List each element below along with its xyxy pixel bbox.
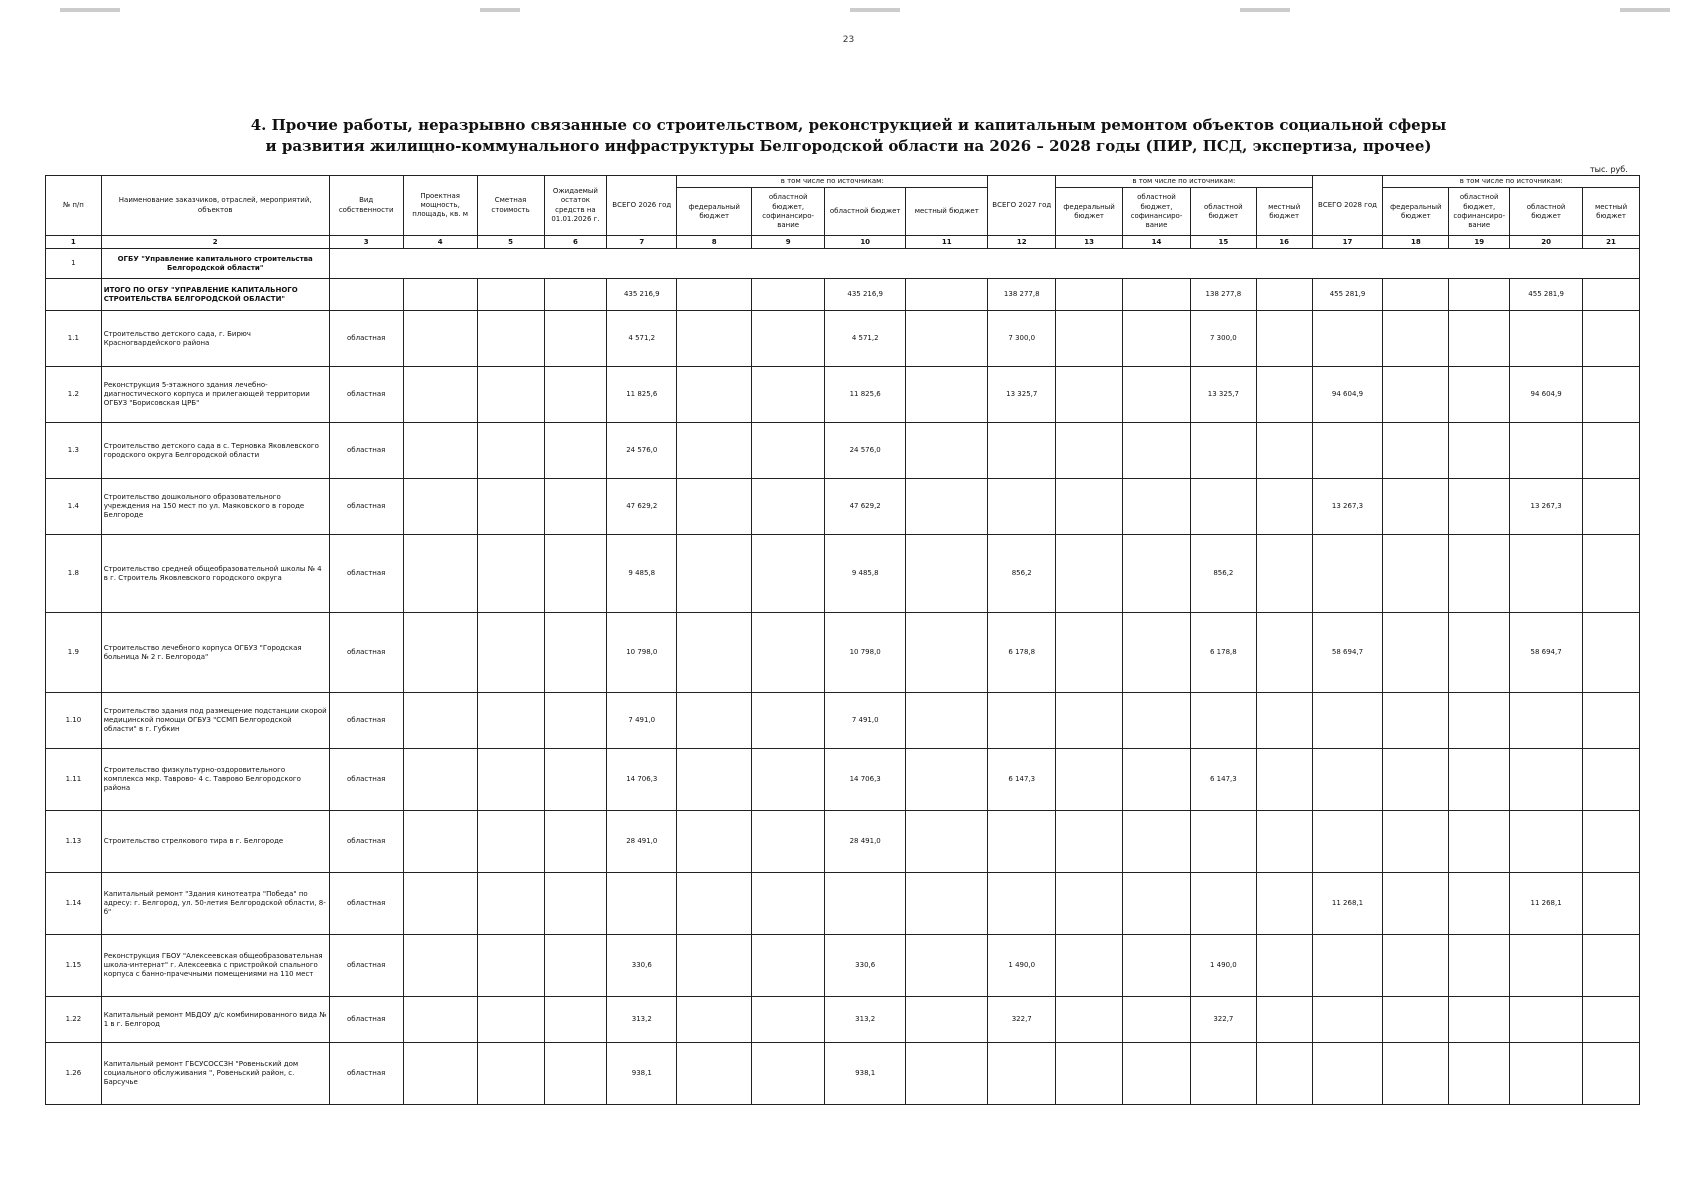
budget-table	[45, 175, 1640, 1105]
row-num: 1.3	[46, 423, 102, 479]
row-regional-2027: 1 490,0	[1190, 935, 1256, 997]
row-total-2027	[988, 1043, 1056, 1105]
header-regional: областной бюджет	[1190, 188, 1256, 236]
column-number: 20	[1510, 236, 1583, 249]
header-total-2026: ВСЕГО 2026 год	[607, 176, 677, 236]
row-total-2028	[1312, 423, 1383, 479]
row-regional-2027: 856,2	[1190, 535, 1256, 613]
row-regional-2027	[1190, 423, 1256, 479]
column-number: 15	[1190, 236, 1256, 249]
column-number: 9	[752, 236, 825, 249]
section-name: ОГБУ "Управление капитального строительства Белгородской области"	[101, 249, 329, 279]
row-total-2028	[1312, 311, 1383, 367]
header-sources-2028: в том числе по источникам:	[1383, 176, 1640, 188]
title-line-1: 4. Прочие работы, неразрывно связанные со строительством, реконструкцией и капитальным ремонтом объектов социальной сферы	[250, 116, 1447, 134]
table-row	[46, 535, 1640, 613]
row-ownership: областная	[329, 1043, 403, 1105]
row-regional-2028	[1510, 423, 1583, 479]
column-number: 10	[825, 236, 906, 249]
column-number: 14	[1123, 236, 1191, 249]
table-row	[46, 997, 1640, 1043]
header-federal: федеральный бюджет	[1056, 188, 1123, 236]
row-total-2027: 322,7	[988, 997, 1056, 1043]
header-regional-cofin: областной бюджет, софинансиро-вание	[752, 188, 825, 236]
header-estimate: Сметная стоимость	[477, 176, 544, 236]
row-num: 1.26	[46, 1043, 102, 1105]
table-row	[46, 693, 1640, 749]
total-name: ИТОГО ПО ОГБУ "УПРАВЛЕНИЕ КАПИТАЛЬНОГО СТРОИТЕЛЬСТВА БЕЛГОРОДСКОЙ ОБЛАСТИ"	[101, 279, 329, 311]
column-number: 11	[906, 236, 988, 249]
row-total-2028	[1312, 811, 1383, 873]
table-row	[46, 1043, 1640, 1105]
header-regional: областной бюджет	[825, 188, 906, 236]
total-regional-2026: 435 216,9	[825, 279, 906, 311]
row-num: 1.15	[46, 935, 102, 997]
row-regional-2027: 7 300,0	[1190, 311, 1256, 367]
row-name: Капитальный ремонт ГБСУСОССЗН "Ровеньский дом социального обслуживания ", Ровеньский район, с. Барсучье	[101, 1043, 329, 1105]
row-ownership: областная	[329, 423, 403, 479]
row-ownership: областная	[329, 749, 403, 811]
page-title	[0, 115, 1697, 157]
total-2027: 138 277,8	[988, 279, 1056, 311]
row-regional-2028	[1510, 311, 1583, 367]
units-label: тыс. руб.	[1590, 165, 1628, 174]
column-number: 12	[988, 236, 1056, 249]
column-number: 4	[403, 236, 477, 249]
header-local: местный бюджет	[906, 188, 988, 236]
row-ownership: областная	[329, 613, 403, 693]
row-num: 1.14	[46, 873, 102, 935]
row-ownership: областная	[329, 693, 403, 749]
column-number: 16	[1256, 236, 1312, 249]
row-total-2027	[988, 693, 1056, 749]
row-regional-2026	[825, 873, 906, 935]
total-2028: 455 281,9	[1312, 279, 1383, 311]
row-name: Строительство стрелкового тира в г. Белгороде	[101, 811, 329, 873]
row-ownership: областная	[329, 479, 403, 535]
row-total-2026: 330,6	[607, 935, 677, 997]
header-ownership: Вид собственности	[329, 176, 403, 236]
section-row	[46, 249, 1640, 279]
row-regional-2028: 94 604,9	[1510, 367, 1583, 423]
column-number: 21	[1583, 236, 1640, 249]
row-regional-2027: 322,7	[1190, 997, 1256, 1043]
row-total-2028	[1312, 935, 1383, 997]
row-regional-2027	[1190, 479, 1256, 535]
total-2026: 435 216,9	[607, 279, 677, 311]
row-regional-2026: 938,1	[825, 1043, 906, 1105]
row-name: Капитальный ремонт МБДОУ д/с комбинированного вида № 1 в г. Белгород	[101, 997, 329, 1043]
header-local: местный бюджет	[1583, 188, 1640, 236]
column-number: 8	[677, 236, 752, 249]
row-total-2027	[988, 873, 1056, 935]
row-regional-2027	[1190, 873, 1256, 935]
row-regional-2026: 47 629,2	[825, 479, 906, 535]
row-name: Строительство детского сада, г. Бирюч Красногвардейского района	[101, 311, 329, 367]
row-total-2026: 14 706,3	[607, 749, 677, 811]
row-regional-2026: 7 491,0	[825, 693, 906, 749]
row-total-2027: 6 147,3	[988, 749, 1056, 811]
row-total-2026	[607, 873, 677, 935]
column-number: 18	[1383, 236, 1449, 249]
row-regional-2027	[1190, 811, 1256, 873]
row-ownership: областная	[329, 811, 403, 873]
column-number: 19	[1449, 236, 1510, 249]
header-capacity: Проектная мощность, площадь, кв. м	[403, 176, 477, 236]
row-regional-2028	[1510, 1043, 1583, 1105]
row-regional-2028	[1510, 749, 1583, 811]
row-total-2028: 13 267,3	[1312, 479, 1383, 535]
row-regional-2026: 313,2	[825, 997, 906, 1043]
total-row	[46, 279, 1640, 311]
row-regional-2026: 11 825,6	[825, 367, 906, 423]
header-total-2027: ВСЕГО 2027 год	[988, 176, 1056, 236]
table-row	[46, 811, 1640, 873]
column-number: 2	[101, 236, 329, 249]
header-total-2028: ВСЕГО 2028 год	[1312, 176, 1383, 236]
header-sources-2026: в том числе по источникам:	[677, 176, 988, 188]
header-regional: областной бюджет	[1510, 188, 1583, 236]
row-name: Реконструкция 5-этажного здания лечебно-диагностического корпуса и прилегающей территории ОГБУЗ "Борисовская ЦРБ"	[101, 367, 329, 423]
row-regional-2028: 11 268,1	[1510, 873, 1583, 935]
total-regional-2027: 138 277,8	[1190, 279, 1256, 311]
header-sources-2027: в том числе по источникам:	[1056, 176, 1312, 188]
column-number: 7	[607, 236, 677, 249]
table-row	[46, 613, 1640, 693]
row-ownership: областная	[329, 311, 403, 367]
row-ownership: областная	[329, 935, 403, 997]
row-total-2026: 9 485,8	[607, 535, 677, 613]
header-name: Наименование заказчиков, отраслей, мероприятий, объектов	[101, 176, 329, 236]
row-num: 1.4	[46, 479, 102, 535]
row-total-2027: 6 178,8	[988, 613, 1056, 693]
row-name: Капитальный ремонт "Здания кинотеатра "Победа" по адресу: г. Белгород, ул. 50-летия Белгородской области, 8-б"	[101, 873, 329, 935]
row-regional-2027	[1190, 1043, 1256, 1105]
page-number: 23	[842, 35, 855, 45]
table-header	[46, 176, 1640, 249]
header-federal: федеральный бюджет	[1383, 188, 1449, 236]
row-regional-2026: 10 798,0	[825, 613, 906, 693]
header-regional-cofin: областной бюджет, софинансиро-вание	[1123, 188, 1191, 236]
row-total-2027: 856,2	[988, 535, 1056, 613]
row-regional-2028	[1510, 811, 1583, 873]
row-num: 1.10	[46, 693, 102, 749]
row-total-2027	[988, 811, 1056, 873]
header-federal: федеральный бюджет	[677, 188, 752, 236]
row-regional-2027: 13 325,7	[1190, 367, 1256, 423]
row-ownership: областная	[329, 367, 403, 423]
header-num: № п/п	[46, 176, 102, 236]
column-number: 17	[1312, 236, 1383, 249]
row-regional-2026: 28 491,0	[825, 811, 906, 873]
row-total-2026: 11 825,6	[607, 367, 677, 423]
table-row	[46, 749, 1640, 811]
title-line-2: и развития жилищно-коммунального инфраструктуры Белгородской области на 2026 – 2028 годы (ПИР, ПСД, экспертиза, прочее)	[265, 137, 1432, 155]
row-total-2028	[1312, 1043, 1383, 1105]
row-total-2026: 313,2	[607, 997, 677, 1043]
table-row	[46, 935, 1640, 997]
table-body	[46, 249, 1640, 1105]
column-number: 5	[477, 236, 544, 249]
row-total-2026: 28 491,0	[607, 811, 677, 873]
header-local: местный бюджет	[1256, 188, 1312, 236]
header-remainder: Ожидаемый остаток средств на 01.01.2026 г.	[544, 176, 607, 236]
row-regional-2027	[1190, 693, 1256, 749]
row-total-2027: 7 300,0	[988, 311, 1056, 367]
row-total-2026: 938,1	[607, 1043, 677, 1105]
row-num: 1.9	[46, 613, 102, 693]
row-total-2028: 58 694,7	[1312, 613, 1383, 693]
table-row	[46, 367, 1640, 423]
row-name: Строительство здания под размещение подстанции скорой медицинской помощи ОГБУЗ "ССМП Белгородской области" в г. Губкин	[101, 693, 329, 749]
row-name: Строительство средней общеобразовательной школы № 4 в г. Строитель Яковлевского городского округа	[101, 535, 329, 613]
row-total-2028	[1312, 535, 1383, 613]
row-num: 1.8	[46, 535, 102, 613]
row-total-2027: 1 490,0	[988, 935, 1056, 997]
row-total-2028: 11 268,1	[1312, 873, 1383, 935]
row-num: 1.2	[46, 367, 102, 423]
row-regional-2028	[1510, 935, 1583, 997]
row-total-2026: 10 798,0	[607, 613, 677, 693]
row-total-2026: 47 629,2	[607, 479, 677, 535]
row-name: Строительство дошкольного образовательного учреждения на 150 мест по ул. Маяковского в городе Белгороде	[101, 479, 329, 535]
column-number: 13	[1056, 236, 1123, 249]
row-total-2028	[1312, 749, 1383, 811]
row-total-2027	[988, 479, 1056, 535]
row-name: Строительство физкультурно-оздоровительного комплекса мкр. Таврово- 4 с. Таврово Белгородского района	[101, 749, 329, 811]
row-regional-2026: 330,6	[825, 935, 906, 997]
row-regional-2026: 14 706,3	[825, 749, 906, 811]
table-row	[46, 479, 1640, 535]
column-number: 1	[46, 236, 102, 249]
table-row	[46, 311, 1640, 367]
table-row	[46, 423, 1640, 479]
row-total-2026: 4 571,2	[607, 311, 677, 367]
total-regional-2028: 455 281,9	[1510, 279, 1583, 311]
row-total-2026: 7 491,0	[607, 693, 677, 749]
column-number: 3	[329, 236, 403, 249]
row-total-2027	[988, 423, 1056, 479]
row-total-2028	[1312, 693, 1383, 749]
row-num: 1.1	[46, 311, 102, 367]
row-regional-2027: 6 178,8	[1190, 613, 1256, 693]
row-ownership: областная	[329, 997, 403, 1043]
row-ownership: областная	[329, 873, 403, 935]
row-total-2028	[1312, 997, 1383, 1043]
row-regional-2028: 58 694,7	[1510, 613, 1583, 693]
row-name: Строительство детского сада в с. Терновка Яковлевского городского округа Белгородской области	[101, 423, 329, 479]
row-regional-2026: 9 485,8	[825, 535, 906, 613]
row-regional-2027: 6 147,3	[1190, 749, 1256, 811]
row-total-2028: 94 604,9	[1312, 367, 1383, 423]
row-regional-2028	[1510, 535, 1583, 613]
table-row	[46, 873, 1640, 935]
row-regional-2028: 13 267,3	[1510, 479, 1583, 535]
row-ownership: областная	[329, 535, 403, 613]
row-name: Реконструкция ГБОУ "Алексеевская общеобразовательная школа-интернат" г. Алексеевка с пристройкой спального корпуса с банно-прачечными помещениями на 110 мест	[101, 935, 329, 997]
row-total-2027: 13 325,7	[988, 367, 1056, 423]
column-numbers-row	[46, 236, 1640, 249]
row-regional-2028	[1510, 997, 1583, 1043]
row-num: 1.11	[46, 749, 102, 811]
row-name: Строительство лечебного корпуса ОГБУЗ "Городская больница № 2 г. Белгорода"	[101, 613, 329, 693]
row-num: 1.13	[46, 811, 102, 873]
row-regional-2026: 4 571,2	[825, 311, 906, 367]
section-num: 1	[46, 249, 102, 279]
header-regional-cofin: областной бюджет, софинансиро-вание	[1449, 188, 1510, 236]
row-total-2026: 24 576,0	[607, 423, 677, 479]
row-regional-2028	[1510, 693, 1583, 749]
column-number: 6	[544, 236, 607, 249]
row-regional-2026: 24 576,0	[825, 423, 906, 479]
row-num: 1.22	[46, 997, 102, 1043]
